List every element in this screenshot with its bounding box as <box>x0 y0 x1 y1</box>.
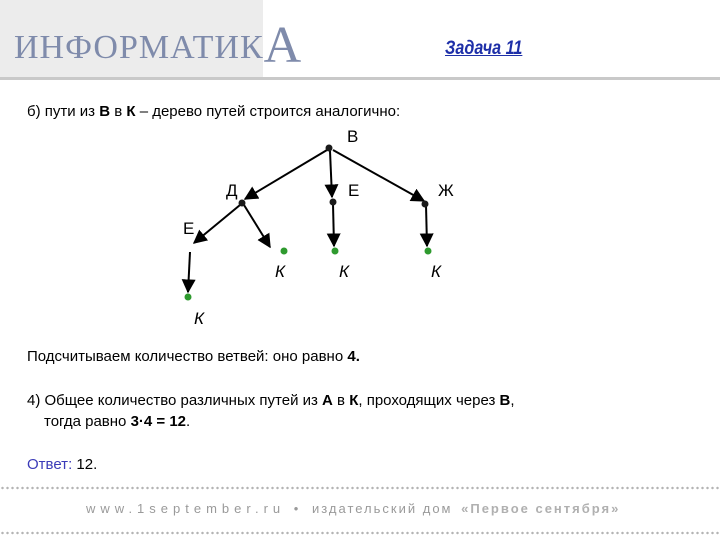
general-line-2: тогда равно 3·4 = 12. <box>44 413 191 430</box>
formula: 3·4 = 12 <box>130 413 187 430</box>
node-e-label: Е <box>348 181 360 200</box>
leaf-bottom-k-dot <box>185 294 192 301</box>
node-b-dot <box>326 145 333 152</box>
edge-b-d <box>245 150 327 199</box>
count-text: Подсчитываем количество ветвей: оно равно 4. <box>27 348 360 365</box>
footer <box>86 501 620 516</box>
leaf-bottom-k-label: К <box>194 309 205 328</box>
footer-url: www.1september.ru <box>86 501 286 516</box>
edge-zh-k <box>426 205 427 246</box>
answer-line: Ответ: 12. <box>27 456 98 473</box>
edge-b-zh <box>333 150 424 201</box>
answer-value: 12. <box>72 456 98 473</box>
leaf-k1-label: К <box>275 262 286 281</box>
footer-dotted-line <box>0 485 720 491</box>
intro-text: б) пути из В в К – дерево путей строится аналогично: <box>27 103 401 120</box>
page-title: Задача 11 <box>445 38 523 59</box>
leaf-k2-label: К <box>339 262 350 281</box>
count-value: 4. <box>347 348 360 365</box>
leaf-k3-label: К <box>431 262 442 281</box>
edge-e-bottom-k <box>188 252 190 292</box>
node-zh-label: Ж <box>438 181 454 200</box>
edge-b-e <box>330 151 332 197</box>
footer-dotted-line-bottom <box>0 530 720 536</box>
logo-tail-letter: А <box>263 17 303 74</box>
node-d-label: Д <box>226 181 238 200</box>
leaf-k1-dot <box>281 248 288 255</box>
edge-d-e <box>194 205 240 243</box>
intro-from: В <box>99 103 111 120</box>
edge-d-k <box>244 205 270 247</box>
node-e-dot <box>330 199 337 206</box>
footer-brand: «Первое сентября» <box>461 501 621 516</box>
answer-label: Ответ <box>27 456 69 473</box>
leaf-k3-dot <box>425 248 432 255</box>
intro-to: К <box>126 103 136 120</box>
footer-publisher: издательский дом <box>311 501 453 516</box>
node-d-dot <box>239 200 246 207</box>
edge-e-k <box>333 204 334 246</box>
node-e2-label: Е <box>183 219 195 238</box>
node-zh-dot <box>422 201 429 208</box>
footer-bullet: • <box>293 501 304 516</box>
node-root-label: В <box>347 127 359 146</box>
leaf-k2-dot <box>332 248 339 255</box>
general-line-1: 4) Общее количество различных путей из А в К, проходящих через В, <box>27 392 515 409</box>
logo-main-text: ИНФОРМАТИК <box>14 29 264 66</box>
